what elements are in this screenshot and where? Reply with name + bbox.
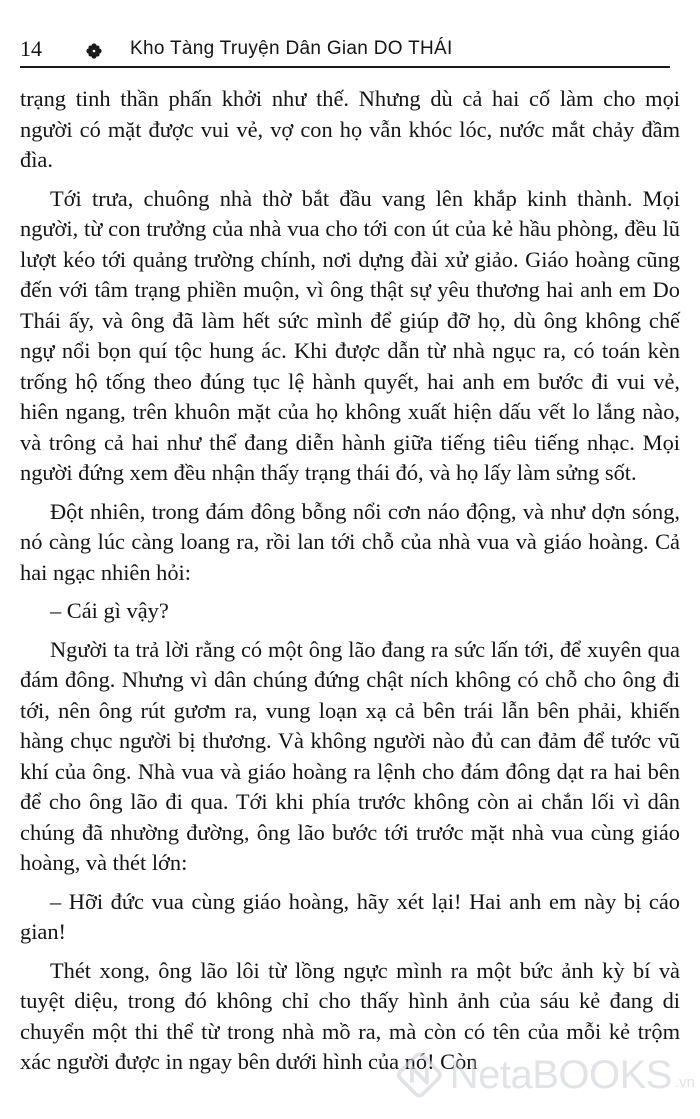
running-title: Kho Tàng Truyện Dân Gian DO THÁI [130,38,453,59]
header-rule [20,66,670,68]
paragraph: Đột nhiên, trong đám đông bỗng nổi cơn náo động, và như dợn sóng, nó càng lúc càng loang ra, rồi lan tới chỗ của nhà vua và giáo hoàng. Cả hai ngạc nhiên hỏi: [20,498,680,585]
flower-ornament-icon [86,43,102,59]
paragraph: Người ta trả lời rằng có một ông lão đang ra sức lấn tới, để xuyên qua đám đông. Nhưng vì dân chúng đứng chật ních không có chỗ cho ông đi tới, nên ông rút gươm ra, vung loạn xạ cả bên trái lẫn bên phải, khiến hàng chục người bị thương. Và không người nào đủ can đảm để tước vũ khí của ông. Nhà vua và giáo hoàng ra lệnh cho đám đông dạt ra hai bên để cho ông lão đi qua. Tới khi phía trước không còn ai chắn lối vì dân chúng đã nhường đường, ông lão bước tới trước mặt nhà vua cùng giáo hoàng, và thét lớn: [20,636,680,875]
paragraph: Tới trưa, chuông nhà thờ bắt đầu vang lên khắp kinh thành. Mọi người, từ con trưởng của nhà vua cho tới con út của kẻ hầu phòng, đều lũ lượt kéo tới quảng trường chính, nơi dựng đài xử giảo. Giáo hoàng cũng đến với tâm trạng phiền muộn, vì ông thật sự yêu thương hai anh em Do Thái ấy, và ông đã làm hết sức mình để giúp đỡ họ, dù ông không chế ngự nổi bọn quí tộc hung ác. Khi được dẫn từ nhà ngục ra, có toán kèn trống hộ tống theo đúng tục lệ hành quyết, hai anh em bước đi vui vẻ, hiên ngang, trên khuôn mặt của họ không xuất hiện dấu vết lo lắng nào, và trông cả hai như thể đang diễn hành giữa tiếng tiêu tiếng nhạc. Mọi người đứng xem đều nhận thấy trạng thái đó, và họ lấy làm sửng sốt. [20,185,680,485]
body-text [20,84,680,1086]
page-number: 14 [20,36,42,61]
dialogue-line: – Cái gì vậy? [50,598,169,623]
page-header [20,32,670,72]
watermark-suffix: .vn [674,1073,695,1091]
dialogue-line: – Hỡi đức vua cùng giáo hoàng, hãy xét lại! Hai anh em này bị cáo gian! [20,888,680,944]
paragraph: Thét xong, ông lão lôi từ lồng ngực mình ra một bức ảnh kỳ bí và tuyệt diệu, trong đó không chỉ cho thấy hình ảnh của sáu kẻ đang di chuyển một thi thể từ trong nhà mồ ra, mà còn có tên của mỗi kẻ trộm xác người được in ngay bên dưới hình của nó! Còn [20,957,680,1074]
watermark-brand: NetaBOOKS [449,1052,672,1097]
paragraph: trạng tinh thần phấn khởi như thế. Nhưng dù cả hai cố làm cho mọi người có mặt được vui vẻ, vợ con họ vẫn khóc lóc, nước mắt chảy đầm đìa. [20,86,680,172]
